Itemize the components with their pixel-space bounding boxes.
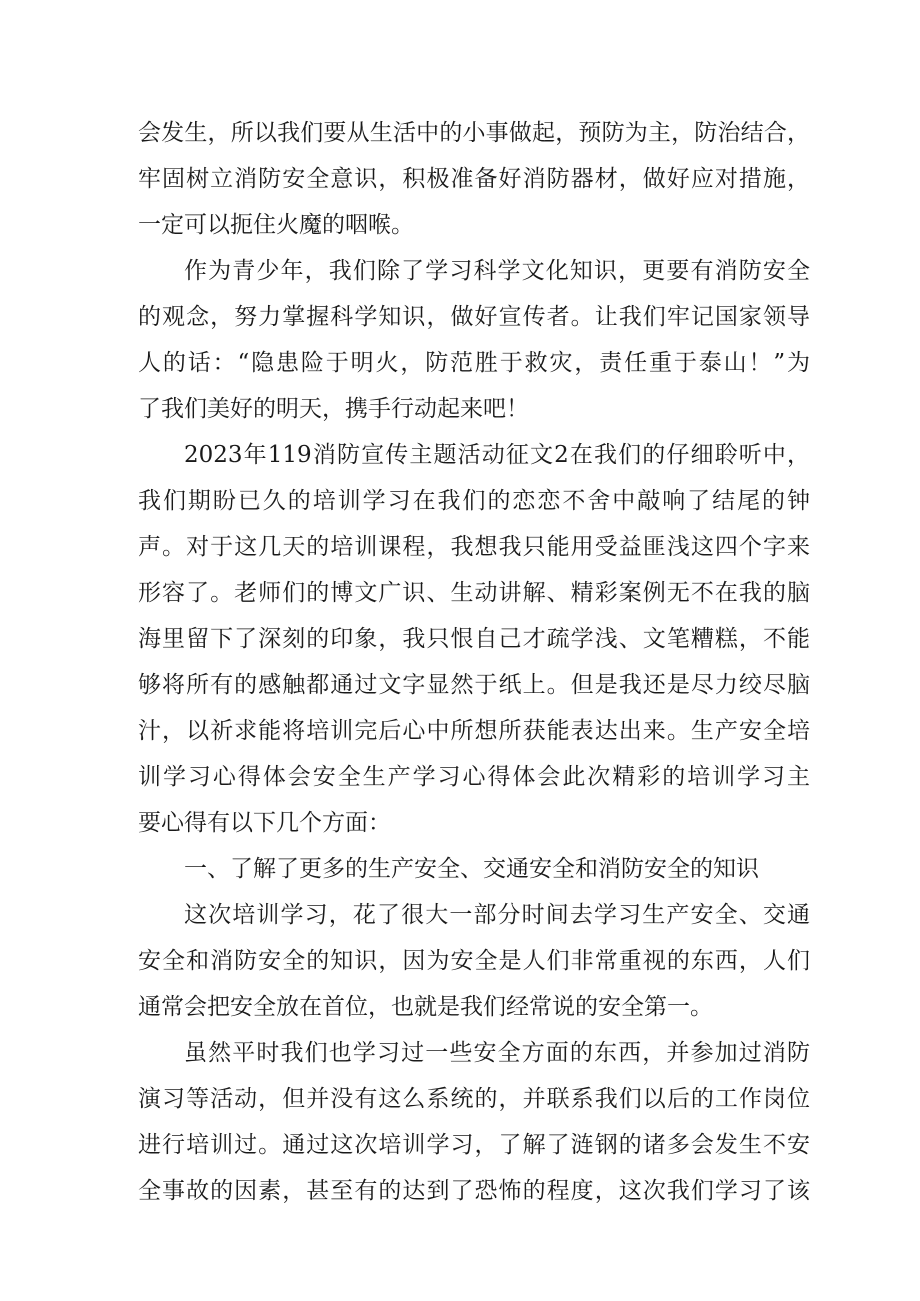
section-heading: 一、了解了更多的生产安全、交通安全和消防安全的知识 — [184, 856, 759, 882]
text-line: 够将所有的感触都通过文字显然于纸上。但是我还是尽力绞尽脑 — [138, 672, 810, 698]
paragraph-first-line: 作为青少年，我们除了学习科学文化知识，更要有消防安全 — [184, 258, 810, 284]
text-line: 安全和消防安全的知识，因为安全是人们非常重视的东西，人们 — [138, 948, 810, 974]
text-line: 牢固树立消防安全意识，积极准备好消防器材，做好应对措施， — [138, 166, 810, 192]
text-line: 的观念，努力掌握科学知识，做好宣传者。让我们牢记国家领导 — [138, 304, 810, 330]
paragraph-first-line: 虽然平时我们也学习过一些安全方面的东西，并参加过消防 — [184, 1040, 810, 1066]
text-line: 海里留下了深刻的印象，我只恨自己才疏学浅、文笔糟糕，不能 — [138, 626, 810, 652]
text-line: 训学习心得体会安全生产学习心得体会此次精彩的培训学习主 — [138, 764, 810, 790]
paragraph-first-line: 2023年119消防宣传主题活动征文2在我们的仔细聆听中， — [184, 442, 810, 468]
text-line: 声。对于这几天的培训课程，我想我只能用受益匪浅这四个字来 — [138, 534, 810, 560]
text-line: 要心得有以下几个方面： — [138, 810, 391, 836]
text-line: 会发生，所以我们要从生活中的小事做起，预防为主，防治结合， — [138, 120, 810, 146]
document-body — [138, 110, 810, 1214]
text-line: 全事故的因素，甚至有的达到了恐怖的程度，这次我们学习了该 — [138, 1178, 810, 1204]
text-line: 汁，以祈求能将培训完后心中所想所获能表达出来。生产安全培 — [138, 718, 810, 744]
text-line: 人的话：“隐患险于明火，防范胜于救灾，责任重于泰山！”为 — [138, 350, 810, 376]
text-line: 了我们美好的明天，携手行动起来吧！ — [138, 396, 529, 422]
text-line: 通常会把安全放在首位，也就是我们经常说的安全第一。 — [138, 994, 713, 1020]
paragraph-first-line: 这次培训学习，花了很大一部分时间去学习生产安全、交通 — [184, 902, 810, 928]
text-line: 演习等活动，但并没有这么系统的，并联系我们以后的工作岗位 — [138, 1086, 810, 1112]
text-line: 我们期盼已久的培训学习在我们的恋恋不舍中敲响了结尾的钟 — [138, 488, 810, 514]
text-line: 形容了。老师们的博文广识、生动讲解、精彩案例无不在我的脑 — [138, 580, 810, 606]
text-line: 进行培训过。通过这次培训学习，了解了涟钢的诸多会发生不安 — [138, 1132, 810, 1158]
text-line: 一定可以扼住火魔的咽喉。 — [138, 212, 414, 238]
